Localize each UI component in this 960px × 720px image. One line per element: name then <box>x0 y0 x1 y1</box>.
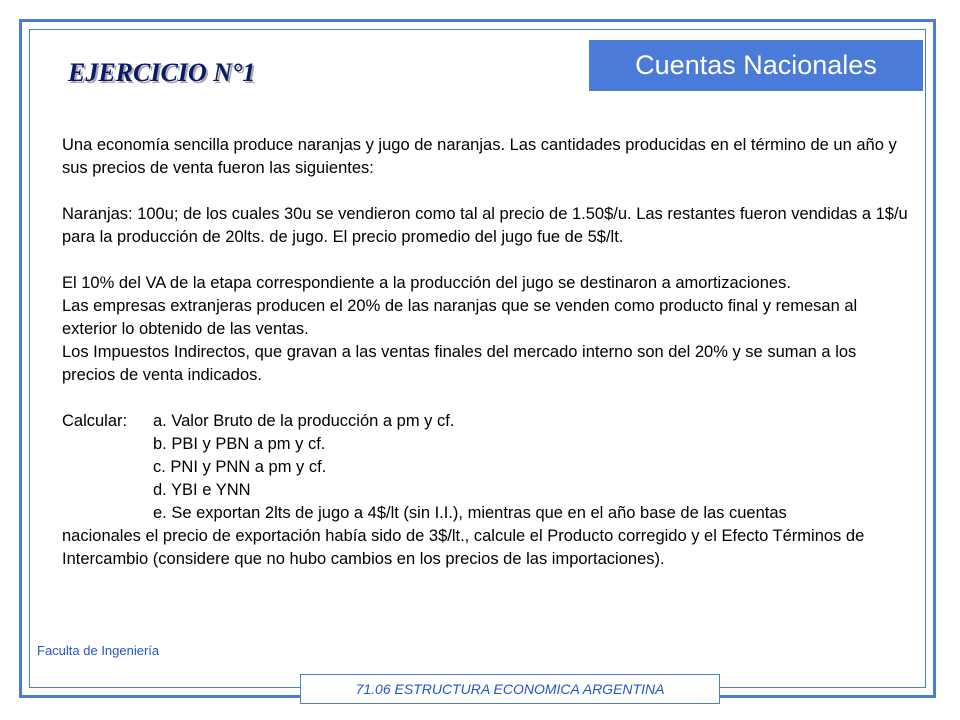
item-a: a. Valor Bruto de la producción a pm y cf. <box>153 412 455 430</box>
spacer <box>62 180 912 203</box>
faculty-label: Faculta de Ingeniería <box>37 643 160 658</box>
amortizacion-paragraph: El 10% del VA de la etapa correspondiente a la producción del jugo se destinaron a amortizaciones. <box>62 274 791 292</box>
item-b: b. PBI y PBN a pm y cf. <box>153 435 326 453</box>
slide-title: Cuentas Nacionales <box>589 40 923 91</box>
item-d: d. YBI e YNN <box>153 481 251 499</box>
spacer <box>62 249 912 272</box>
naranjas-paragraph: Naranjas: 100u; de los cuales 30u se vendieron como tal al precio de 1.50$/u. Las restantes fueron vendidas a 1$/u para la producción de 20lts. de jugo. El precio promedio del jugo fue de 5$/lt. <box>62 205 908 246</box>
exercise-heading: EJERCICIO N°1 <box>68 58 256 87</box>
course-footer: 71.06 ESTRUCTURA ECONOMICA ARGENTINA <box>300 674 720 704</box>
item-e-first-line: e. Se exportan 2lts de jugo a 4$/lt (sin I.I.), mientras que en el año base de las cuentas <box>153 504 787 522</box>
exercise-body <box>62 134 912 571</box>
extranjeras-paragraph: Las empresas extranjeras producen el 20% de las naranjas que se venden como producto final y remesan al exterior lo obtenido de las ventas. <box>62 297 858 338</box>
impuestos-paragraph: Los Impuestos Indirectos, que gravan a las ventas finales del mercado interno son del 20% y se suman a los precios de venta indicados. <box>62 343 857 384</box>
item-e-continuation: nacionales el precio de exportación había sido de 3$/lt., calcule el Producto corregido y el Efecto Términos de Intercambio (considere que no hubo cambios en los precios de las importaciones). <box>62 527 865 568</box>
intro-paragraph: Una economía sencilla produce naranjas y jugo de naranjas. Las cantidades producidas en el término de un año y sus precios de venta fueron las siguientes: <box>62 136 897 177</box>
calcular-label: Calcular: <box>62 412 128 430</box>
item-c: c. PNI y PNN a pm y cf. <box>153 458 327 476</box>
calcular-row <box>62 410 912 433</box>
spacer <box>62 387 912 410</box>
